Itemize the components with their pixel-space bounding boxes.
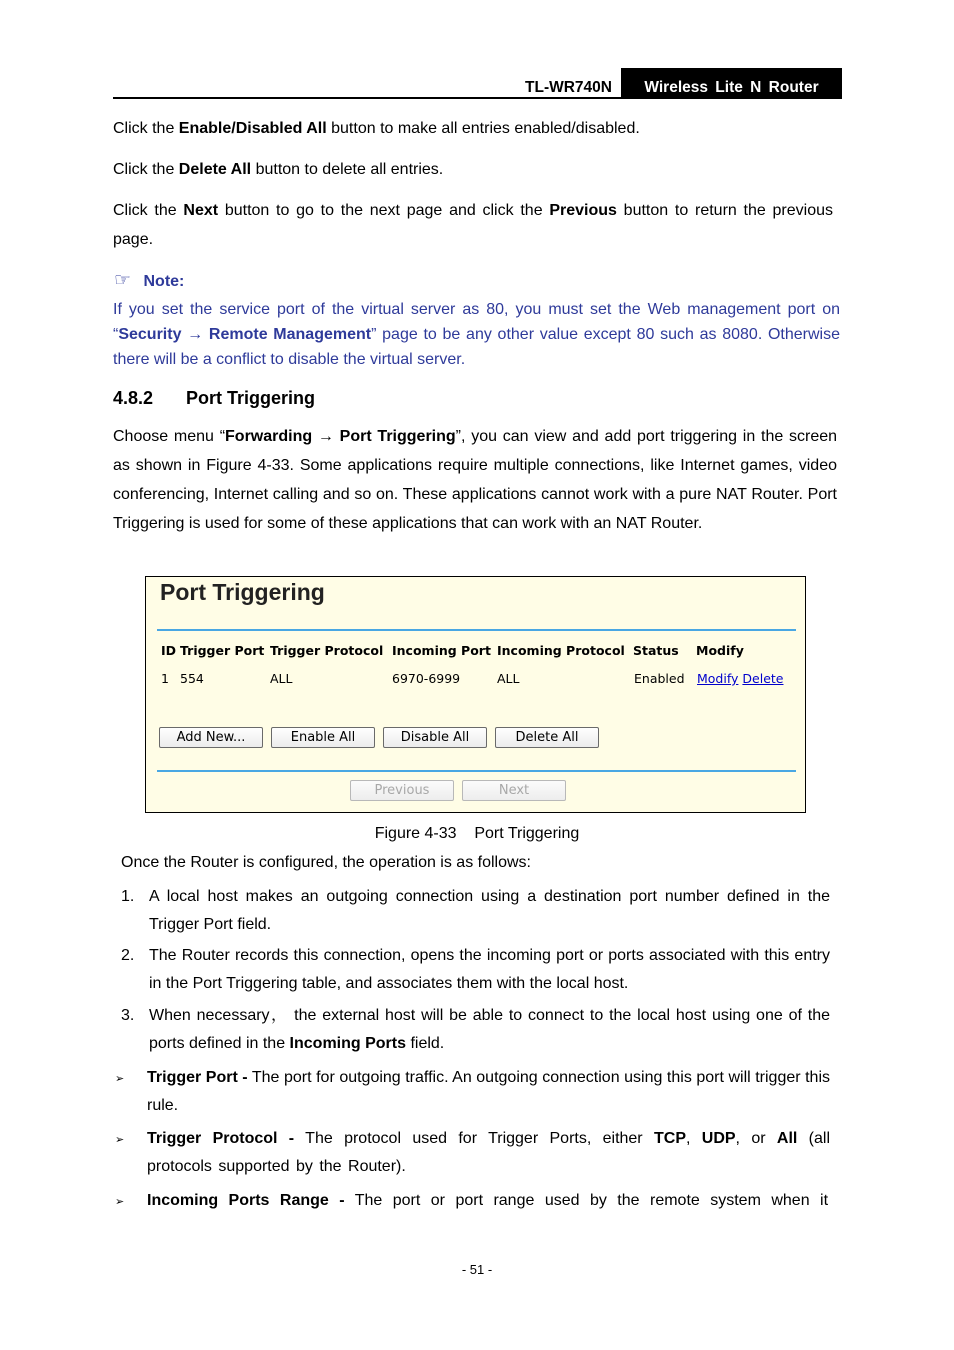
pointing-hand-icon: ☞ (114, 269, 132, 291)
add-new-button[interactable]: Add New... (159, 727, 263, 748)
cell-status: Enabled (634, 671, 685, 686)
step-text: When necessary， the external host will be able to connect to the local host using one of the ports defined in the Incoming Ports field. (149, 1007, 830, 1052)
bullet-trigger-protocol: Trigger Protocol - The protocol used for Trigger Ports, either TCP, UDP, or All (all protocols supported by the Router). (147, 1130, 831, 1175)
step-text: A local host makes an outgoing connection using a destination port number defined in the Trigger Port field. (149, 888, 830, 933)
paragraph-next-previous: Click the Next button to go to the next page and click the Previous button to return the previous page. (113, 202, 833, 248)
page-number: - 51 - (461, 1262, 493, 1277)
column-header-id: ID (161, 643, 177, 658)
arrow-bullet-icon: ➢ (115, 1073, 125, 1085)
figure-bottom-divider (157, 770, 796, 772)
cell-trigger-protocol: ALL (270, 671, 293, 686)
column-header-status: Status (633, 643, 679, 658)
figure-title: Port Triggering (160, 579, 325, 605)
cell-incoming-port: 6970-6999 (392, 671, 461, 686)
paragraph-enable-disable: Click the Enable/Disabled All button to make all entries enabled/disabled. (113, 120, 640, 137)
next-button[interactable]: Next (462, 780, 566, 801)
note-heading: ☞ Note: (114, 269, 185, 291)
arrow-bullet-icon: ➢ (115, 1134, 125, 1146)
header-rule (113, 97, 842, 99)
intro-paragraph: Choose menu “Forwarding → Port Triggering”, you can view and add port triggering in the screen as shown in Figure 4-33. Some applications require multiple connections, like Internet games, video conferencing, Internet calling and so on. These applications cannot work with a pure NAT Router. Port Triggering is used for some of these applications that can work with an NAT Router. (113, 428, 838, 532)
column-header-trigger-protocol: Trigger Protocol (270, 643, 384, 658)
column-header-trigger-port: Trigger Port (180, 643, 265, 658)
disable-all-button[interactable]: Disable All (383, 727, 487, 748)
cell-id: 1 (161, 671, 169, 686)
bullet-incoming-ports-range: Incoming Ports Range - The port or port range used by the remote system when it (147, 1192, 829, 1209)
paragraph-delete-all: Click the Delete All button to delete all entries. (113, 161, 444, 178)
cell-modify (697, 671, 783, 686)
header-product: Wireless Lite N Router (621, 68, 842, 99)
section-heading: 4.8.2 Port Triggering (113, 388, 316, 408)
cell-incoming-protocol: ALL (497, 671, 520, 686)
step-number: 2. (121, 947, 135, 964)
port-triggering-figure (145, 576, 806, 813)
cell-trigger-port: 554 (180, 671, 204, 686)
column-header-incoming-port: Incoming Port (392, 643, 491, 658)
operation-intro: Once the Router is configured, the operation is as follows: (121, 854, 531, 871)
figure-top-divider (157, 629, 796, 631)
delete-link[interactable]: Delete (742, 671, 784, 686)
arrow-bullet-icon: ➢ (115, 1196, 125, 1208)
column-header-incoming-protocol: Incoming Protocol (497, 643, 625, 658)
delete-all-button[interactable]: Delete All (495, 727, 599, 748)
column-header-modify: Modify (696, 643, 744, 658)
note-text: If you set the service port of the virtual server as 80, you must set the Web management port on “Security → Remote Management” page to be any other value except 80 such as 8080. Otherwise there will be a conflict to disable the virtual server. (113, 301, 841, 368)
figure-caption: Figure 4-33 Port Triggering (374, 825, 580, 842)
bullet-trigger-port: Trigger Port - The port for outgoing traffic. An outgoing connection using this port will trigger this rule. (147, 1069, 831, 1114)
modify-link[interactable]: Modify (697, 671, 739, 686)
step-text: The Router records this connection, opens the incoming port or ports associated with this entry in the Port Triggering table, and associates them with the local host. (149, 947, 830, 992)
header-model: TL-WR740N (525, 79, 612, 96)
previous-button[interactable]: Previous (350, 780, 454, 801)
step-number: 3. (121, 1007, 135, 1024)
step-number: 1. (121, 888, 135, 905)
enable-all-button[interactable]: Enable All (271, 727, 375, 748)
